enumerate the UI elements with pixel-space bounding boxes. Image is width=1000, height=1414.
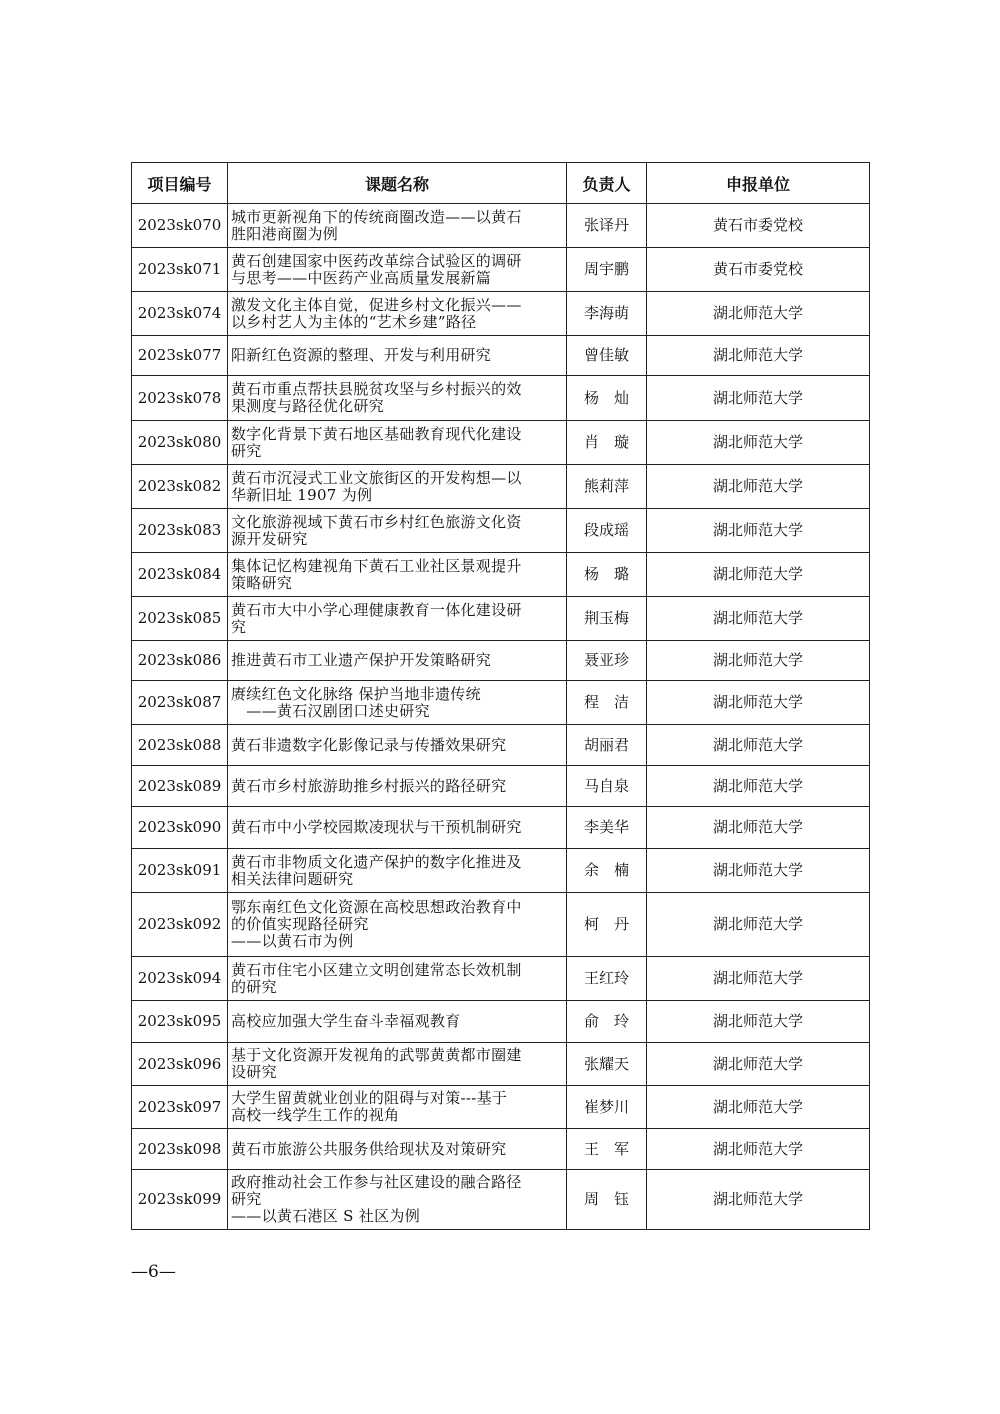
project-title-line: 基于文化资源开发视角的武鄂黄黄都市圈建 — [231, 1046, 522, 1064]
project-title — [228, 681, 567, 725]
project-code: 2023sk087 — [132, 681, 228, 725]
applicant-unit: 湖北师范大学 — [647, 807, 870, 849]
project-lead: 熊莉萍 — [567, 465, 647, 509]
applicant-unit: 湖北师范大学 — [647, 597, 870, 641]
project-lead: 荆玉梅 — [567, 597, 647, 641]
applicant-unit: 湖北师范大学 — [647, 1001, 870, 1043]
table-body — [132, 204, 870, 1230]
project-title — [228, 1001, 567, 1043]
table-row — [132, 204, 870, 248]
project-title-line: 激发文化主体自觉，促进乡村文化振兴—— — [231, 295, 522, 314]
project-title-line: 黄石市重点帮扶县脱贫攻坚与乡村振兴的效 — [231, 380, 522, 398]
project-title-line: ——以黄石港区 S 社区为例 — [231, 1207, 421, 1225]
table-row — [132, 681, 870, 725]
table-header-row — [132, 163, 870, 204]
project-code: 2023sk074 — [132, 292, 228, 336]
applicant-unit: 湖北师范大学 — [647, 1170, 870, 1230]
applicant-unit: 湖北师范大学 — [647, 292, 870, 336]
applicant-unit: 湖北师范大学 — [647, 957, 870, 1001]
table-row — [132, 1086, 870, 1129]
project-lead: 周 钰 — [567, 1170, 647, 1230]
project-code: 2023sk097 — [132, 1086, 228, 1129]
applicant-unit: 湖北师范大学 — [647, 725, 870, 766]
project-title-line: 源开发研究 — [231, 529, 308, 548]
project-code: 2023sk077 — [132, 336, 228, 376]
project-code: 2023sk086 — [132, 641, 228, 681]
project-lead: 俞 玲 — [567, 1001, 647, 1043]
project-title-line: 策略研究 — [231, 573, 293, 592]
header-lead: 负责人 — [567, 163, 647, 204]
project-title — [228, 248, 567, 292]
table-row — [132, 725, 870, 766]
project-code: 2023sk091 — [132, 849, 228, 893]
project-title-line: 与思考——中医药产业高质量发展新篇 — [231, 268, 492, 287]
table-row — [132, 509, 870, 553]
table-row — [132, 641, 870, 681]
project-title — [228, 1086, 567, 1129]
project-code: 2023sk083 — [132, 509, 228, 553]
project-lead: 段成瑶 — [567, 509, 647, 553]
applicant-unit: 湖北师范大学 — [647, 376, 870, 421]
project-title-line: 的研究 — [231, 977, 277, 996]
table-row — [132, 1043, 870, 1086]
project-lead: 程 洁 — [567, 681, 647, 725]
applicant-unit: 黄石市委党校 — [647, 248, 870, 292]
project-code: 2023sk085 — [132, 597, 228, 641]
project-title — [228, 509, 567, 553]
table-row — [132, 1129, 870, 1170]
project-lead: 李美华 — [567, 807, 647, 849]
project-lead: 杨 璐 — [567, 553, 647, 597]
table-row — [132, 1001, 870, 1043]
project-title-line: 设研究 — [231, 1063, 277, 1081]
project-title — [228, 766, 567, 807]
applicant-unit: 湖北师范大学 — [647, 465, 870, 509]
table-row — [132, 421, 870, 465]
table-row — [132, 957, 870, 1001]
project-title — [228, 292, 567, 336]
project-title-line: 相关法律问题研究 — [231, 869, 354, 888]
project-title-line: 黄石非遗数字化影像记录与传播效果研究 — [231, 735, 507, 754]
project-title — [228, 204, 567, 248]
applicant-unit: 湖北师范大学 — [647, 336, 870, 376]
project-lead: 张耀天 — [567, 1043, 647, 1086]
project-title — [228, 957, 567, 1001]
project-title — [228, 849, 567, 893]
project-code: 2023sk090 — [132, 807, 228, 849]
project-title-line: 黄石市沉浸式工业文旅街区的开发构想—以 — [231, 468, 522, 487]
table-row — [132, 292, 870, 336]
project-lead: 聂亚珍 — [567, 641, 647, 681]
project-title-line: 城市更新视角下的传统商圈改造——以黄石 — [231, 207, 522, 226]
project-code: 2023sk071 — [132, 248, 228, 292]
project-title-line: 集体记忆构建视角下黄石工业社区景观提升 — [231, 556, 522, 575]
project-code: 2023sk099 — [132, 1170, 228, 1230]
project-lead: 胡丽君 — [567, 725, 647, 766]
project-title-line: ——黄石汉剧团口述史研究 — [231, 701, 430, 720]
project-lead: 柯 丹 — [567, 893, 647, 957]
applicant-unit: 湖北师范大学 — [647, 766, 870, 807]
project-title — [228, 1129, 567, 1170]
header-title: 课题名称 — [228, 163, 567, 204]
project-title-line: 研究 — [231, 441, 262, 460]
table-row — [132, 465, 870, 509]
project-title-line: 赓续红色文化脉络 保护当地非遗传统 — [231, 684, 481, 703]
applicant-unit: 黄石市委党校 — [647, 204, 870, 248]
project-title — [228, 465, 567, 509]
applicant-unit: 湖北师范大学 — [647, 641, 870, 681]
table-row — [132, 766, 870, 807]
project-title-line: 数字化背景下黄石地区基础教育现代化建设 — [231, 424, 522, 443]
project-title-line: 鄂东南红色文化资源在高校思想政治教育中 — [231, 898, 522, 916]
project-title-line: 政府推动社会工作参与社区建设的融合路径 — [231, 1173, 522, 1191]
project-title-line: 黄石市大中小学心理健康教育一体化建设研 — [231, 600, 522, 619]
table-row — [132, 336, 870, 376]
project-title-line: 黄石市非物质文化遗产保护的数字化推进及 — [231, 852, 522, 871]
applicant-unit: 湖北师范大学 — [647, 681, 870, 725]
project-lead: 肖 璇 — [567, 421, 647, 465]
project-title-line: 研究 — [231, 1190, 262, 1208]
table-row — [132, 893, 870, 957]
project-title-line: 推进黄石市工业遗产保护开发策略研究 — [231, 651, 492, 669]
project-lead: 崔梦川 — [567, 1086, 647, 1129]
project-code: 2023sk080 — [132, 421, 228, 465]
project-lead: 周宇鹏 — [567, 248, 647, 292]
project-code: 2023sk094 — [132, 957, 228, 1001]
project-lead: 余 楠 — [567, 849, 647, 893]
table-row — [132, 597, 870, 641]
applicant-unit: 湖北师范大学 — [647, 893, 870, 957]
project-title-line: 高校应加强大学生奋斗幸福观教育 — [231, 1012, 461, 1030]
project-title — [228, 1170, 567, 1230]
project-title — [228, 421, 567, 465]
project-code: 2023sk070 — [132, 204, 228, 248]
project-title — [228, 893, 567, 957]
project-lead: 张译丹 — [567, 204, 647, 248]
project-title-line: 果测度与路径优化研究 — [231, 397, 385, 415]
project-title-line: 胜阳港商圈为例 — [231, 224, 339, 243]
project-title-line: 黄石市中小学校园欺凌现状与干预机制研究 — [231, 818, 522, 836]
header-unit: 申报单位 — [647, 163, 870, 204]
project-title-line: 究 — [231, 617, 247, 636]
project-title-line: 的价值实现路径研究 — [231, 915, 369, 933]
project-title-line: 大学生留黄就业创业的阻碍与对策---基于 — [231, 1089, 508, 1107]
applicant-unit: 湖北师范大学 — [647, 849, 870, 893]
project-title-line: 阳新红色资源的整理、开发与利用研究 — [231, 346, 492, 364]
project-lead: 王 军 — [567, 1129, 647, 1170]
project-title — [228, 725, 567, 766]
table-row — [132, 248, 870, 292]
table-row — [132, 376, 870, 421]
project-title-line: 高校一线学生工作的视角 — [231, 1106, 400, 1124]
project-code: 2023sk095 — [132, 1001, 228, 1043]
project-title — [228, 336, 567, 376]
project-title-line: 黄石市乡村旅游助推乡村振兴的路径研究 — [231, 776, 507, 795]
project-title-line: 黄石创建国家中医药改革综合试验区的调研 — [231, 251, 522, 270]
project-title — [228, 553, 567, 597]
project-code: 2023sk092 — [132, 893, 228, 957]
project-title-line: 华新旧址 1907 为例 — [231, 485, 373, 504]
project-lead: 王红玲 — [567, 957, 647, 1001]
project-lead: 曾佳敏 — [567, 336, 647, 376]
page-number: —6— — [131, 1262, 176, 1282]
project-lead: 杨 灿 — [567, 376, 647, 421]
project-code: 2023sk088 — [132, 725, 228, 766]
project-title-line: 黄石市旅游公共服务供给现状及对策研究 — [231, 1139, 507, 1158]
applicant-unit: 湖北师范大学 — [647, 509, 870, 553]
project-lead: 李海萌 — [567, 292, 647, 336]
project-code: 2023sk084 — [132, 553, 228, 597]
project-table — [131, 162, 870, 1230]
table-row — [132, 807, 870, 849]
applicant-unit: 湖北师范大学 — [647, 1086, 870, 1129]
project-title — [228, 597, 567, 641]
applicant-unit: 湖北师范大学 — [647, 553, 870, 597]
project-title — [228, 1043, 567, 1086]
project-title-line: 黄石市住宅小区建立文明创建常态长效机制 — [231, 960, 522, 979]
applicant-unit: 湖北师范大学 — [647, 421, 870, 465]
project-code: 2023sk089 — [132, 766, 228, 807]
project-code: 2023sk098 — [132, 1129, 228, 1170]
table-row — [132, 553, 870, 597]
project-lead: 马自泉 — [567, 766, 647, 807]
table-row — [132, 849, 870, 893]
applicant-unit: 湖北师范大学 — [647, 1129, 870, 1170]
project-title-line: ——以黄石市为例 — [231, 932, 354, 950]
project-title — [228, 807, 567, 849]
project-title — [228, 376, 567, 421]
applicant-unit: 湖北师范大学 — [647, 1043, 870, 1086]
project-title-line: 以乡村艺人为主体的“艺术乡建”路径 — [231, 312, 477, 331]
header-code: 项目编号 — [132, 163, 228, 204]
project-code: 2023sk082 — [132, 465, 228, 509]
project-title — [228, 641, 567, 681]
project-code: 2023sk096 — [132, 1043, 228, 1086]
project-code: 2023sk078 — [132, 376, 228, 421]
project-title-line: 文化旅游视域下黄石市乡村红色旅游文化资 — [231, 512, 522, 531]
table-row — [132, 1170, 870, 1230]
